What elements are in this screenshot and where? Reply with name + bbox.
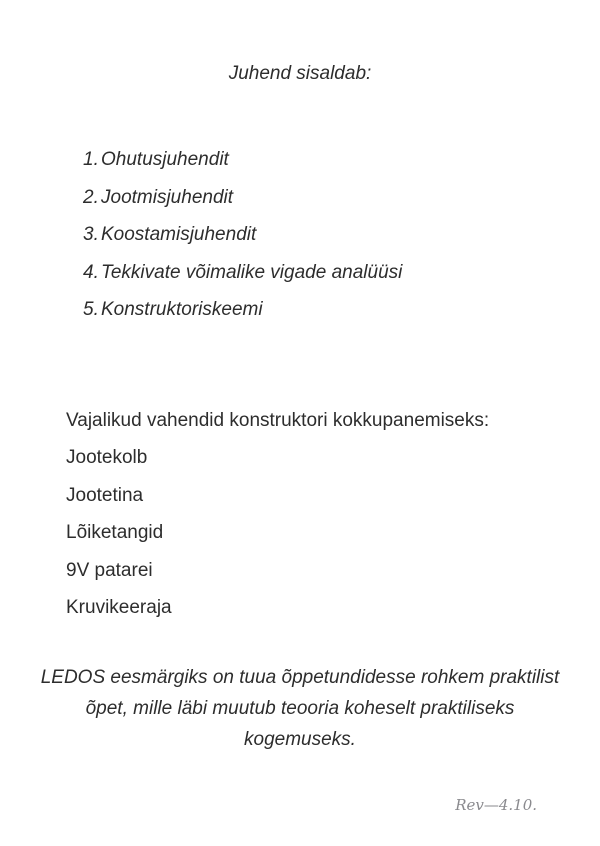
list-item-number: 3. <box>83 224 99 245</box>
list-item <box>83 291 402 329</box>
mission-line: LEDOS eesmärgiks on tuua õppetundidesse rohkem praktilist <box>40 667 560 688</box>
list-item-label: Tekkivate võimalike vigade analüüsi <box>101 261 403 283</box>
mission-line: õpet, mille läbi muutub teooria koheselt praktiliseks <box>85 698 515 719</box>
tools-section <box>66 402 489 626</box>
list-item-number: 5. <box>83 299 99 320</box>
tool-item: Lõiketangid <box>66 522 164 544</box>
list-item-label: Ohutusjuhendit <box>101 149 229 170</box>
tool-item: 9V patarei <box>66 559 153 581</box>
contents-list <box>83 141 402 329</box>
list-item <box>83 141 402 179</box>
list-item-label: Jootmisjuhendit <box>101 186 234 208</box>
list-item-label: Konstruktoriskeemi <box>101 299 263 320</box>
page-title: Juhend sisaldab: <box>228 63 372 84</box>
list-item-label: Koostamisjuhendit <box>101 224 257 245</box>
tool-item: Jootekolb <box>66 447 148 469</box>
mission-line: kogemuseks. <box>244 729 356 750</box>
list-item <box>83 216 402 254</box>
list-item <box>83 179 402 217</box>
tools-heading: Vajalikud vahendid konstruktori kokkupanemiseks: <box>66 410 490 431</box>
tool-item: Jootetina <box>66 484 144 506</box>
list-item-number: 2. <box>83 186 99 208</box>
mission-paragraph <box>0 662 600 755</box>
tool-item: Kruvikeeraja <box>66 597 172 619</box>
list-item <box>83 254 402 292</box>
list-item-number: 1. <box>83 149 99 170</box>
revision-label: Rev—4.10. <box>455 796 537 814</box>
list-item-number: 4. <box>83 261 99 283</box>
